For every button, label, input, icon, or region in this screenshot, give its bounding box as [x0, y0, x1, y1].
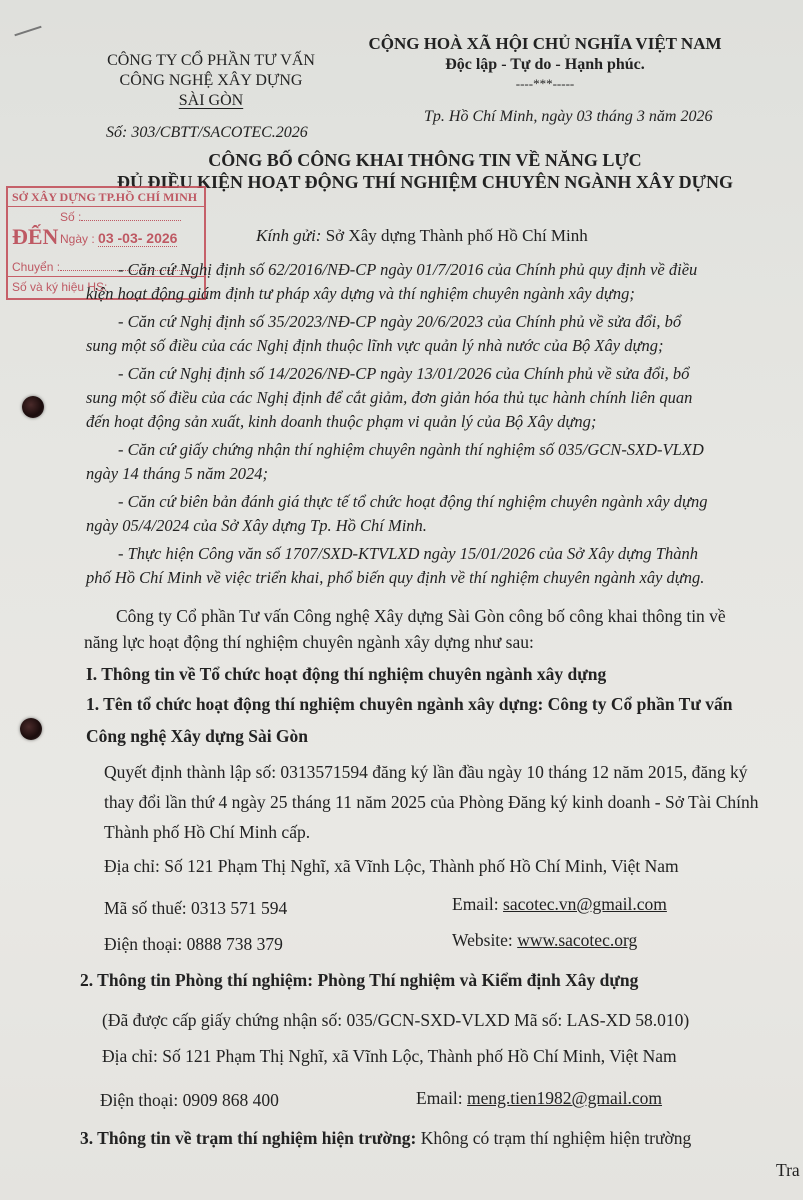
item1-title-b: Công nghệ Xây dựng Sài Gòn [86, 726, 309, 746]
item3-value: Không có trạm thí nghiệm hiện trường [420, 1128, 692, 1148]
intro-line1: Công ty Cổ phần Tư vấn Công nghệ Xây dựng Sài Gòn công bố công khai thông tin về [116, 606, 726, 626]
motto-divider: ----***----- [515, 76, 575, 91]
stamp-hs-label: Số và ký hiệu HS: [12, 280, 108, 294]
item2-value: Phòng Thí nghiệm và Kiểm định Xây dựng [317, 970, 639, 990]
org-name-line3: SÀI GÒN [178, 92, 244, 109]
item2-label: 2. Thông tin Phòng thí nghiệm: [80, 970, 318, 990]
recipient-name: Sở Xây dựng Thành phố Hồ Chí Minh [325, 226, 588, 245]
document-number: Số: 303/CBTT/SACOTEC.2026 [106, 124, 308, 141]
company-website-link[interactable]: www.sacotec.org [517, 930, 638, 950]
legal-basis-line: ngày 14 tháng 5 năm 2024; [86, 464, 268, 483]
legal-basis-item [86, 438, 776, 486]
company-email-link[interactable]: sacotec.vn@gmail.com [503, 894, 667, 914]
company-address: Địa chỉ: Số 121 Phạm Thị Nghĩ, xã Vĩnh Lộc, Thành phố Hồ Chí Minh, Việt Nam [104, 856, 679, 876]
lab-email-label: Email: [416, 1088, 468, 1108]
email-label: Email: [452, 894, 504, 914]
page-continuation: Tra [776, 1160, 800, 1180]
legal-basis-line: kiện hoạt động giám định tư pháp xây dựng và thí nghiệm chuyên ngành xây dựng; [86, 284, 635, 303]
legal-basis-line: phố Hồ Chí Minh về việc triển khai, phổ biến quy định về thí nghiệm chuyên ngành xây dựng. [86, 568, 705, 587]
legal-basis-item [86, 490, 776, 538]
company-phone: Điện thoại: 0888 738 379 [104, 934, 283, 954]
decision-line3: Thành phố Hồ Chí Minh cấp. [104, 822, 311, 842]
punch-hole-bottom [20, 718, 42, 740]
title-line2: ĐỦ ĐIỀU KIỆN HOẠT ĐỘNG THÍ NGHIỆM CHUYÊN NGÀNH XÂY DỰNG [116, 172, 734, 192]
item3-label: 3. Thông tin về trạm thí nghiệm hiện trường: [80, 1128, 421, 1148]
legal-basis-line: - Căn cứ Nghị định số 62/2016/NĐ-CP ngày 01/7/2016 của Chính phủ quy định về điều [118, 260, 698, 279]
stamp-date: 03 -03- 2026 [98, 230, 178, 246]
tax-code: Mã số thuế: 0313 571 594 [104, 898, 288, 918]
stamp-office: SỞ XÂY DỰNG TP.HỒ CHÍ MINH [12, 190, 198, 204]
stamp-ngay-label: Ngày : [60, 232, 95, 246]
section1-heading: I. Thông tin về Tổ chức hoạt động thí nghiệm chuyên ngành xây dựng [86, 664, 607, 684]
legal-basis-line: - Thực hiện Công văn số 1707/SXD-KTVLXD ngày 15/01/2026 của Sở Xây dựng Thành [118, 544, 698, 563]
legal-basis-line: - Căn cứ Nghị định số 35/2023/NĐ-CP ngày 20/6/2023 của Chính phủ về sửa đổi, bổ [118, 312, 682, 331]
lab-email-link[interactable]: meng.tien1982@gmail.com [467, 1088, 663, 1108]
stamp-den: ĐẾN [12, 224, 59, 249]
lab-phone: Điện thoại: 0909 868 400 [100, 1090, 279, 1110]
place-date: Tp. Hồ Chí Minh, ngày 03 tháng 3 năm 2026 [424, 108, 713, 125]
legal-basis-item [86, 542, 776, 590]
legal-basis-container [86, 258, 776, 590]
motto: Độc lập - Tự do - Hạnh phúc. [445, 56, 645, 73]
org-name-line2: CÔNG NGHỆ XÂY DỰNG [119, 72, 303, 89]
website-label: Website: [452, 930, 518, 950]
legal-basis-item [86, 362, 776, 434]
lab-certificate: (Đã được cấp giấy chứng nhận số: 035/GCN-SXD-VLXD Mã số: LAS-XD 58.010) [102, 1010, 690, 1030]
legal-basis-line: đến hoạt động sản xuất, kinh doanh thuộc phạm vi quản lý của Bộ Xây dựng; [86, 412, 597, 431]
legal-basis-line: sung một số điều của các Nghị định để cắt giảm, đơn giản hóa thủ tục hành chính liên quan [86, 388, 693, 407]
title-line1: CÔNG BỐ CÔNG KHAI THÔNG TIN VỀ NĂNG LỰC [208, 150, 642, 170]
legal-basis-line: sung một số điều của các Nghị định thuộc lĩnh vực quản lý nhà nước của Bộ Xây dựng; [86, 336, 664, 355]
item1-title-a: 1. Tên tổ chức hoạt động thí nghiệm chuyên ngành xây dựng: Công ty Cổ phần Tư vấn [86, 694, 733, 714]
recipient-label: Kính gửi: [256, 226, 322, 245]
intro-line2: năng lực hoạt động thí nghiệm chuyên ngành xây dựng như sau: [84, 632, 534, 652]
org-name-line1: CÔNG TY CỔ PHẦN TƯ VẤN [107, 52, 315, 69]
stamp-chuyen-label: Chuyển : [12, 260, 61, 274]
legal-basis-list [86, 258, 776, 594]
pen-mark [14, 26, 41, 37]
decision-line2: thay đổi lần thứ 4 ngày 25 tháng 11 năm 2025 của Phòng Đăng ký kinh doanh - Sở Tài Chính [104, 792, 759, 812]
lab-address: Địa chỉ: Số 121 Phạm Thị Nghĩ, xã Vĩnh Lộc, Thành phố Hồ Chí Minh, Việt Nam [102, 1046, 677, 1066]
legal-basis-line: - Căn cứ biên bản đánh giá thực tế tổ chức hoạt động thí nghiệm chuyên ngành xây dựng [118, 492, 708, 511]
stamp-so-label: Số : [60, 210, 82, 224]
punch-hole-top [22, 396, 44, 418]
legal-basis-item [86, 258, 776, 306]
country-name: CỘNG HOÀ XÃ HỘI CHỦ NGHĨA VIỆT NAM [368, 34, 722, 53]
legal-basis-item [86, 310, 776, 358]
decision-line1: Quyết định thành lập số: 0313571594 đăng ký lần đầu ngày 10 tháng 12 năm 2015, đăng ký [104, 762, 748, 782]
legal-basis-line: - Căn cứ Nghị định số 14/2026/NĐ-CP ngày 13/01/2026 của Chính phủ về sửa đổi, bổ [118, 364, 690, 383]
legal-basis-line: ngày 05/4/2024 của Sở Xây dựng Tp. Hồ Chí Minh. [86, 516, 427, 535]
legal-basis-line: - Căn cứ giấy chứng nhận thí nghiệm chuyên ngành thí nghiệm số 035/GCN-SXD-VLXD [118, 440, 704, 459]
